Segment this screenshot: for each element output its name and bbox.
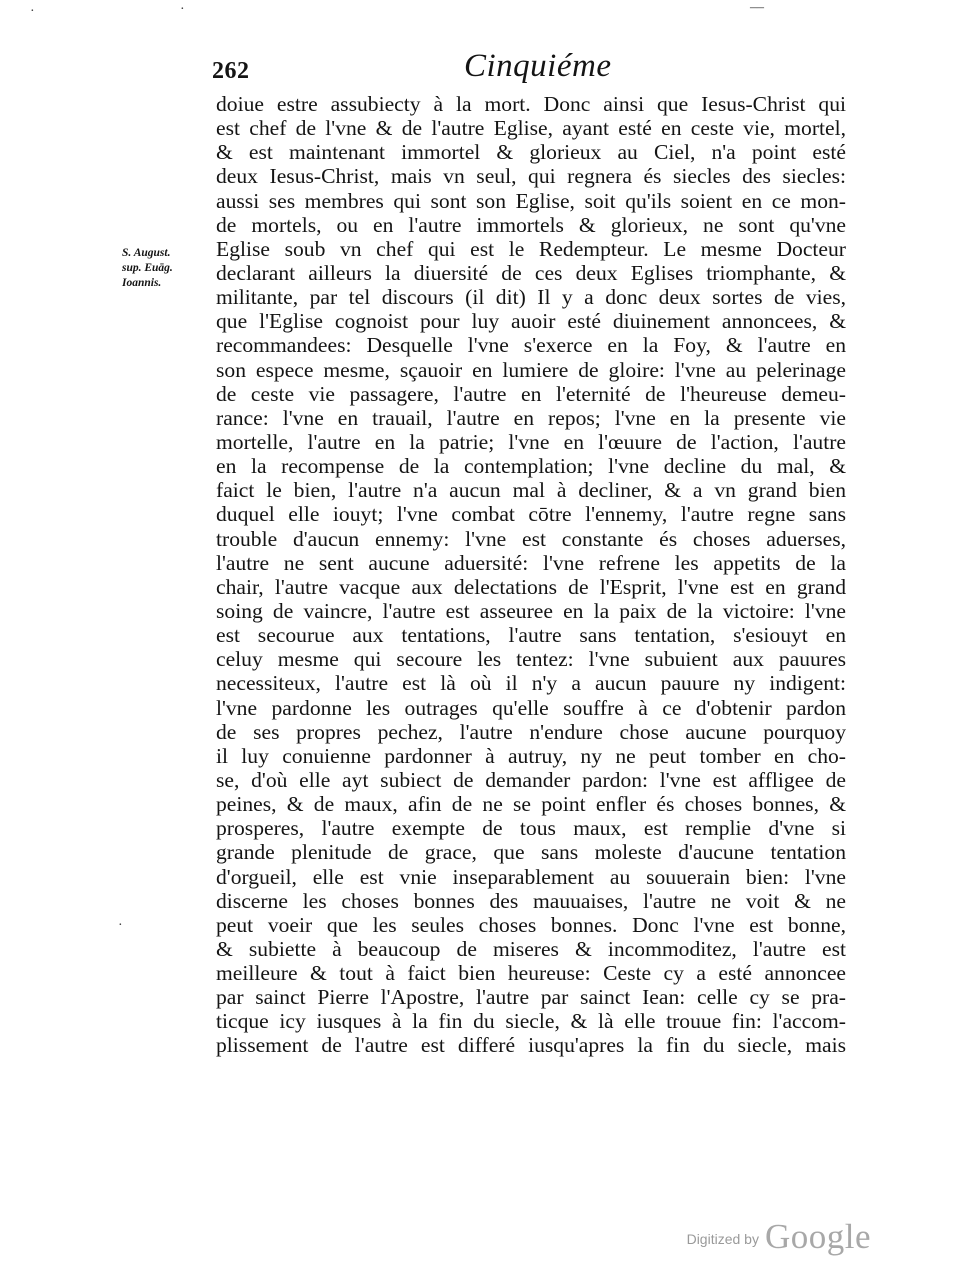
text-line: aussi ses membres qui sont son Eglise, soit qu'ils soient en ce mon-	[216, 188, 846, 213]
text-line: est chef de l'vne & de l'autre Eglise, ayant esté en ceste vie, mortel,	[216, 116, 846, 141]
scan-speck: ‒‒	[750, 0, 764, 15]
margin-note-line: Ioannis.	[122, 277, 162, 289]
text-line: l'autre ne sent aucune aduersité: l'vne refrene les appetits de la	[216, 550, 846, 575]
text-line: d'orgueil, elle est vnie inseparablement au souuerain bien: l'vne	[216, 864, 846, 889]
text-line: declarant ailleurs la diuersité de ces deux Eglises triomphante, &	[216, 260, 846, 285]
text-line: grande plenitude de grace, que sans moleste d'aucune tentation	[216, 840, 846, 865]
text-line: deux Iesus-Christ, mais vn seul, qui regnera és siecles des siecles:	[216, 164, 846, 189]
text-line: de ceste vie passagere, l'autre en l'eternité de l'heureuse demeu-	[216, 381, 846, 406]
text-line: de mortels, ou en l'autre immortels & glorieux, ne sont qu'vne	[216, 212, 846, 237]
text-line: de ses propres pechez, l'autre n'endure chose aucune pourquoy	[216, 719, 846, 744]
text-line: mortelle, l'autre en la patrie; l'vne en l'œuure de l'action, l'autre	[216, 429, 846, 454]
margin-note-line: S. August.	[122, 247, 171, 259]
text-line: trouble d'aucun ennemy: l'vne est constante és choses aduerses,	[216, 526, 846, 551]
text-line: plissement de l'autre est differé iusqu'apres la fin du siecle, mais	[216, 1033, 846, 1058]
page-header	[212, 48, 852, 92]
text-line: faict le bien, l'autre n'a aucun mal à decliner, & a vn grand bien	[216, 478, 846, 503]
text-line: rance: l'vne en trauail, l'autre en repos; l'vne en la presente vie	[216, 405, 846, 430]
text-line: se, d'où elle ayt subiect de demander pardon: l'vne est affligee de	[216, 767, 846, 792]
text-line: & subiette à beaucoup de miseres & incommoditez, l'autre est	[216, 936, 846, 961]
scan-speck: ·	[30, 4, 35, 19]
margin-note	[122, 246, 210, 291]
text-line: l'vne pardonne les outrages qu'elle souffre à ce d'obtenir pardon	[216, 695, 846, 720]
google-logo: Google	[764, 1217, 871, 1256]
text-line: recommandees: Desquelle l'vne s'exerce en la Foy, & l'autre en	[216, 333, 846, 358]
text-line: duquel elle iouyt; l'vne combat cōtre l'ennemy, l'autre regne sans	[216, 502, 846, 527]
digitized-by-google-watermark	[687, 1214, 871, 1254]
text-line: que l'Eglise cognoist pour luy auoir esté diuinement annoncees, &	[216, 309, 846, 334]
text-line: peines, & de maux, afin de ne se point enfler és choses bonnes, &	[216, 792, 846, 817]
text-line: & est maintenant immortel & glorieux au Ciel, n'a point esté	[216, 140, 846, 165]
text-line: necessiteux, l'autre est là où il n'y a aucun pauure ny indigent:	[216, 671, 846, 696]
text-line: Eglise soub vn chef qui est le Redempteur. Le mesme Docteur	[216, 236, 846, 261]
text-line: par sainct Pierre l'Apostre, l'autre par sainct Iean: celle cy se pra-	[216, 985, 846, 1010]
text-line: peut voeir que les seules choses bonnes. Donc l'vne est bonne,	[216, 912, 846, 937]
digitized-by-label: Digitized by	[686, 1231, 759, 1247]
text-line: prosperes, l'autre exempte de tous maux, est remplie d'vne si	[216, 816, 846, 841]
margin-note-line: sup. Euāg.	[122, 262, 173, 274]
scan-speck: ·	[180, 2, 185, 17]
body-text	[216, 92, 846, 1058]
text-line: doiue estre assubiecty à la mort. Donc ainsi que Iesus-Christ qui	[216, 92, 846, 116]
text-line: ticque icy iusques à la fin du siecle, & là elle trouue fin: l'accom-	[216, 1009, 846, 1034]
page-number: 262	[212, 58, 250, 84]
text-line: meilleure & tout à faict bien heureuse: Ceste cy a esté annoncee	[216, 961, 846, 986]
text-line: en la recompense de la contemplation; l'vne decline du mal, &	[216, 454, 846, 479]
text-line: celuy mesme qui secoure les tentez: l'vne subuient aux pauures	[216, 647, 846, 672]
text-line: chair, l'autre vacque aux delectations de l'Esprit, l'vne est en grand	[216, 574, 846, 599]
text-line: soing de vaincre, l'autre est asseuree en la paix de la victoire: l'vne	[216, 598, 846, 623]
text-line: discerne les choses bonnes des mauuaises, l'autre ne voit & ne	[216, 888, 846, 913]
text-line: il luy conuienne pardonner à autruy, ny ne peut tomber en cho-	[216, 743, 846, 768]
text-line: son espece mesme, sçauoir en lumiere de gloire: l'vne au pelerinage	[216, 357, 846, 382]
running-head: Cinquiéme	[464, 48, 612, 84]
scan-speck: ·	[118, 918, 123, 933]
text-line: militante, par tel discours (il dit) Il y a donc deux sortes de vies,	[216, 285, 846, 310]
text-line: est secourue aux tentations, l'autre sans tentation, s'esiouyt en	[216, 623, 846, 648]
